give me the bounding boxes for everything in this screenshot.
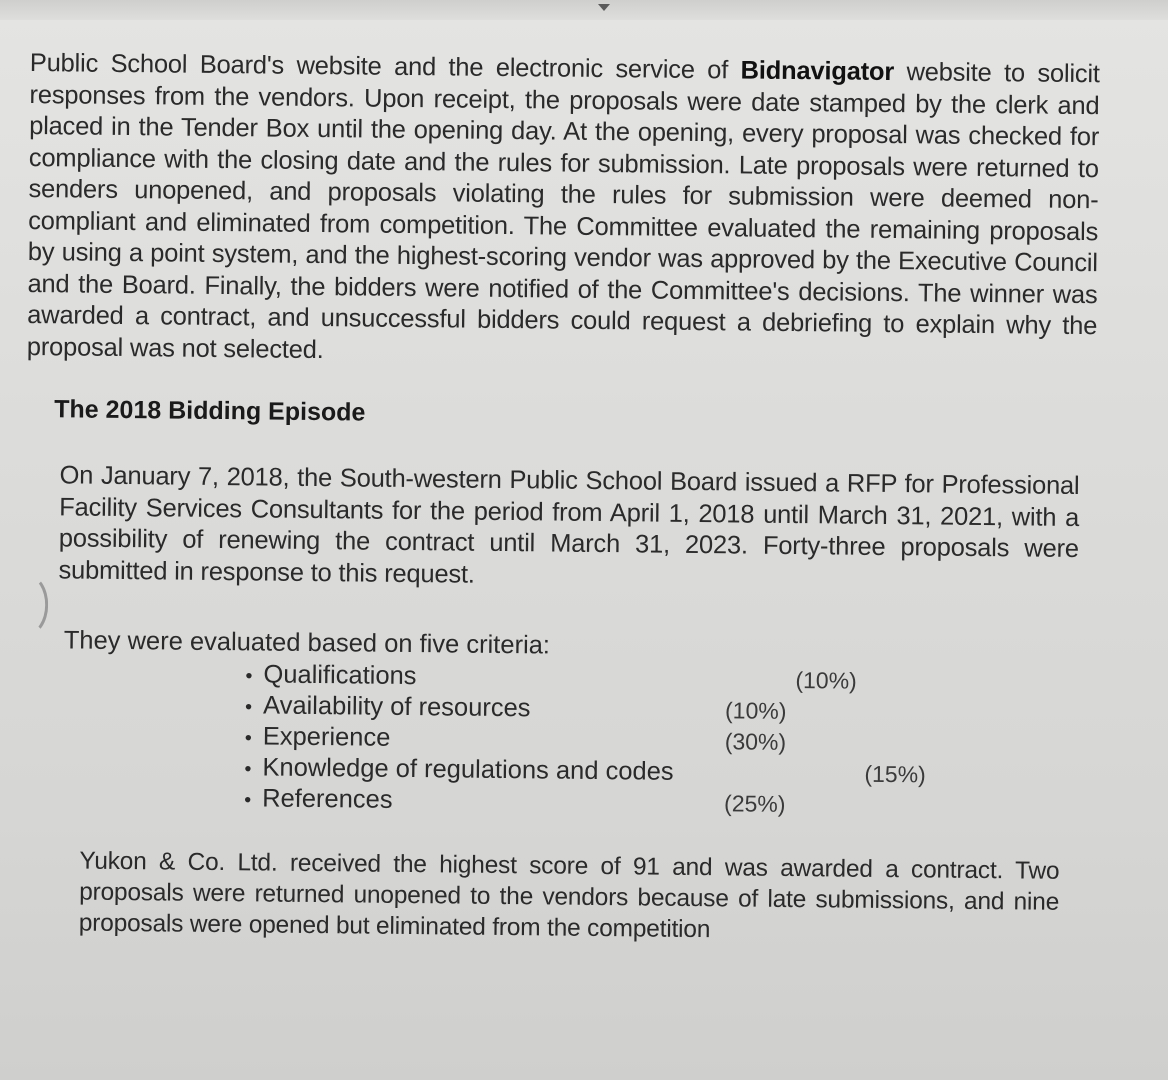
criterion-weight: (10%): [724, 697, 787, 724]
section-heading: The 2018 Bidding Episode: [54, 395, 366, 427]
criterion-label: Knowledge of regulations and codes: [262, 753, 674, 786]
paragraph-outcome: Yukon & Co. Ltd. received the highest score of 91 and was awarded a contract. Two proposals were returned unopened to the vendors because of late submissions, and nine proposals were opened but eliminated from the competition: [78, 847, 1060, 944]
criterion-weight: (30%): [724, 728, 787, 755]
bullet-icon: •: [244, 789, 252, 812]
criterion-experience: [245, 721, 391, 756]
bullet-icon: •: [244, 758, 252, 781]
para1-text-start: Public School Board's website and the electronic service of: [29, 48, 741, 85]
bidnavigator-bold: Bidnavigator: [740, 56, 895, 87]
criterion-weight: (10%): [795, 667, 857, 694]
criterion-label: Qualifications: [263, 660, 417, 691]
criteria-list: [22, 657, 1094, 828]
criterion-label: References: [262, 784, 393, 814]
criterion-label: Availability of resources: [262, 691, 531, 723]
criterion-label: Experience: [262, 722, 391, 752]
bullet-icon: •: [245, 665, 253, 688]
document-page: [21, 48, 1100, 949]
para1-text-end: website to solicit responses from the vendors. Upon receipt, the proposals were date stamped by the clerk and placed in the Tender Box until the opening day. At the opening, every proposal was checked for compliance with the closing date and the rules for submission. Late proposals were returned to senders unopened, and proposals violating the rules for submission were deemed non-compliant and eliminated from competition. The Committee evaluated the remaining proposals by using a point system, and the highest-scoring vendor was approved by the Executive Council and the Board. Finally, the bidders were notified of the Committee's decisions. The winner was awarded a contract, and unsuccessful bidders could request a debriefing to explain why the proposal was not selected.: [26, 58, 1100, 364]
criterion-weight: (15%): [864, 760, 926, 788]
criteria-intro: They were evaluated based on five criteria:: [63, 626, 551, 660]
paragraph-rfp: On January 7, 2018, the South-western Public School Board issued a RFP for Professional Facility Services Consultants for the period from April 1, 2018 until March 31, 2021, with a possibility of renewing the contract until March 31, 2023. Forty-three proposals were submitted in response to this request.: [58, 461, 1080, 589]
paragraph-process: [27, 48, 1100, 374]
caret-down-icon: [598, 4, 610, 11]
bullet-icon: •: [244, 727, 252, 750]
bullet-icon: •: [244, 696, 253, 719]
top-edge: [0, 0, 1168, 20]
criterion-qualifications: [245, 659, 416, 694]
criterion-references: [244, 783, 393, 818]
criterion-weight: (25%): [723, 790, 786, 817]
margin-bracket-mark: [6, 574, 49, 636]
